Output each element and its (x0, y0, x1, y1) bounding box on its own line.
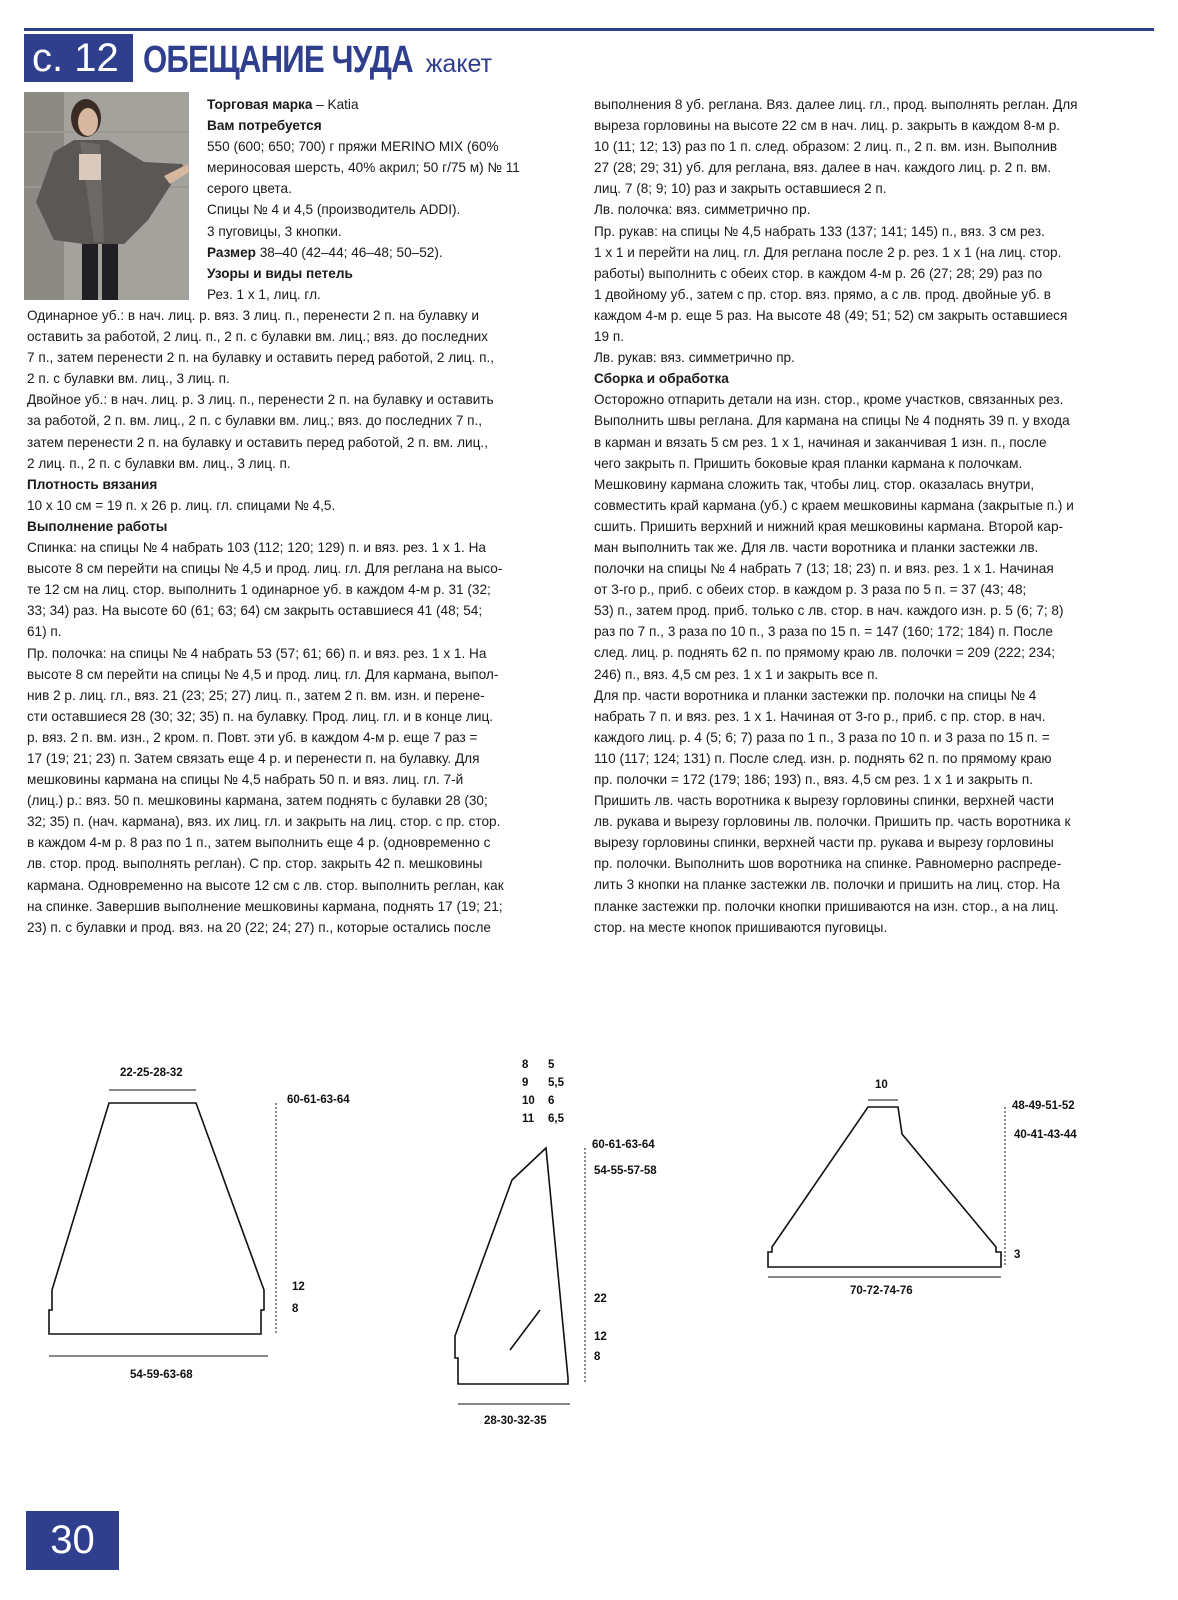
right-column-line: 19 п. (594, 329, 625, 345)
right-column-line: Пришить лв. часть воротника к вырезу горловины спинки, верхней части (594, 793, 1055, 809)
left-column-line: 2 лиц. п., 2 п. с булавки вм. лиц., 3 лиц. п. (27, 455, 291, 471)
materials-info (207, 94, 520, 305)
left-column-line: лв. стор. прод. выполнять реглан). С пр. стор. закрыть 42 п. мешковины (27, 856, 483, 872)
right-column-line: 246) п., вяз. 4,5 см рез. 1 х 1 и закрыть все п. (594, 666, 879, 682)
sleeve-height: 48-49-51-52 (1012, 1100, 1075, 1112)
left-column-line: 10 х 10 см = 19 п. х 26 р. лиц. гл. спицами № 4,5. (27, 497, 336, 513)
sleeve-height-inner: 40-41-43-44 (1014, 1129, 1077, 1141)
brand-value: – Katia (312, 97, 359, 112)
left-column-heading: Плотность вязания (27, 476, 158, 492)
needs-line: 550 (600; 650; 700) г пряжи MERINO MIX (60% (207, 139, 499, 155)
right-column-line: пр. полочки = 172 (179; 186; 193) п., вяз. 4,5 см рез. 1 х 1 и закрыть п. (594, 772, 1034, 787)
right-column-line: 110 (117; 124; 131) п. После след. изн. р. поднять 62 п. по прямому краю (594, 750, 1052, 766)
left-column-line: высоте 8 см перейти на спицы № 4,5 и прод. лиц. гл. Для кармана, выпол- (27, 666, 499, 682)
right-column-line: Мешковину кармана сложить так, чтобы лиц. стор. оказалась внутри, (594, 476, 1035, 492)
needs-line: серого цвета. (207, 181, 292, 197)
left-column-line: Спинка: на спицы № 4 набрать 103 (112; 120; 129) п. и вяз. рез. 1 х 1. На (27, 540, 486, 556)
front-height-armhole: 54-55-57-58 (594, 1165, 657, 1177)
left-text-column (27, 305, 504, 938)
right-column-line: лиц. 7 (8; 9; 10) раз и закрыть оставшиеся 2 п. (594, 181, 887, 197)
right-column-line: от 3-го р., приб. с обеих стор. в каждом р. 3 раза по 5 п. = 37 (43; 48; (594, 582, 1027, 598)
right-column-line: Лв. полочка: вяз. симметрично пр. (594, 202, 811, 218)
left-column-line: Двойное уб.: в нач. лиц. р. 3 лиц. п., перенести 2 п. на булавку и оставить (27, 392, 494, 408)
right-column-line: каждом 4-м р. еще 5 раз. На высоте 48 (49; 51; 52) см закрыть оставшиеся (594, 307, 1068, 323)
right-column-line: лить 3 кнопки на планке застежки лв. полочки и пришить на лиц. стор. На (594, 877, 1060, 893)
left-column-line: 33; 34) раз. На высоте 60 (61; 63; 64) см закрыть оставшиеся 41 (48; 54; (27, 603, 483, 619)
back-side-lower: 8 (292, 1303, 299, 1315)
page-number: 30 (26, 1511, 119, 1570)
page-tag: с. 12 (24, 34, 133, 82)
right-column-line: Выполнить швы реглана. Для кармана на спицы № 4 поднять 39 п. у входа (594, 413, 1070, 429)
right-column-line: выреза горловины на высоте 22 см в нач. лиц. р. закрыть в каждом 8-м р. (594, 118, 1061, 134)
right-column-line: в карман и вязать 5 см рез. 1 х 1, начиная и заканчивая 1 изн. п., после (594, 434, 1047, 450)
front-height: 60-61-63-64 (592, 1139, 655, 1151)
front-bottom-width: 28-30-32-35 (484, 1415, 547, 1427)
left-column-line: сти оставшиеся 28 (30; 32; 35) п. на булавку. Прод. лиц. гл. и в конце лиц. (27, 708, 494, 724)
front-schematic (440, 1050, 680, 1430)
right-column-line: сшить. Пришить верхний и нижний края мешковины кармана. Второй кар- (594, 518, 1064, 534)
front-neck-b: 5 (548, 1059, 555, 1071)
left-column-line: (лиц.) р.: вяз. 50 п. мешковины кармана, затем поднять с булавки 28 (30; (27, 793, 488, 809)
model-photo (24, 92, 189, 300)
size-value: 38–40 (42–44; 46–48; 50–52). (255, 244, 443, 260)
page-header (24, 34, 492, 82)
front-neck-h: 6,5 (548, 1113, 564, 1125)
right-column-line: планке застежки пр. полочки кнопки пришиваются на изн. стор., а на лиц. (594, 898, 1059, 914)
left-column-line: на спинке. Завершив выполнение мешковины кармана, поднять 17 (19; 21; (27, 898, 503, 914)
needs-line: Спицы № 4 и 4,5 (производитель ADDI). (207, 202, 461, 218)
right-column-line: лв. рукава и вырезу горловины лв. полочки. Пришить пр. часть воротника к (594, 814, 1071, 830)
left-column-line: 2 п. с булавки вм. лиц., 3 лиц. п. (27, 371, 230, 387)
right-column-line: стор. на месте кнопок пришиваются пуговицы. (594, 919, 888, 935)
right-column-line: полочки на спицы № 4 набрать 7 (13; 18; 23) п. и вяз. рез. 1 х 1. Начиная (594, 561, 1054, 577)
right-column-line: раз по 7 п., 3 раза по 10 п., 3 раза по 15 п. = 147 (160; 172; 184) п. После (594, 624, 1053, 640)
back-height: 60-61-63-64 (287, 1094, 350, 1106)
right-column-line: 1 двойному уб., затем с пр. стор. вяз. прямо, а с лв. прод. двойные уб. в (594, 286, 1051, 302)
right-column-line: чего закрыть п. Пришить боковые края планки кармана к полочкам. (594, 455, 1023, 471)
back-side-upper: 12 (292, 1281, 305, 1293)
right-column-line: набрать 7 п. и вяз. рез. 1 х 1. Начиная от 3-го р., приб. с пр. стор. в нач. (594, 708, 1046, 724)
left-column-line: за работой, 2 п. вм. лиц., 2 п. с булавки вм. лиц.; вяз. до последних 7 п., (27, 413, 483, 429)
right-column-line: Лв. рукав: вяз. симметрично пр. (594, 350, 795, 366)
left-column-line: Пр. полочка: на спицы № 4 набрать 53 (57; 61; 66) п. и вяз. рез. 1 х 1. На (27, 645, 487, 661)
patterns-value: Рез. 1 х 1, лиц. гл. (207, 286, 321, 302)
needs-label: Вам потребуется (207, 118, 322, 134)
front-side-c: 8 (594, 1351, 601, 1363)
front-neck-g: 11 (522, 1113, 535, 1125)
right-column-line: 10 (11; 12; 13) раз по 1 п. след. образом: 2 лиц. п., 2 п. вм. изн. Выполнив (594, 139, 1058, 155)
right-column-line: выполнения 8 уб. реглана. Вяз. далее лиц. гл., прод. выполнять реглан. Для (594, 97, 1078, 112)
right-text-column (594, 94, 1078, 938)
front-neck-f: 6 (548, 1095, 555, 1107)
needs-line: мериносовая шерсть, 40% акрил; 50 г/75 м) № 11 (207, 160, 520, 176)
patterns-label: Узоры и виды петель (207, 265, 353, 281)
right-column-line: вырезу горловины спинки, верхней части пр. рукава и вырезу горловины (594, 835, 1054, 851)
right-column-line: 1 х 1 и перейти на лиц. гл. Для реглана после 2 р. рез. 1 х 1 (на лиц. стор. (594, 244, 1062, 260)
left-column-line: затем перенести 2 п. на булавку и оставить перед работой, 2 п. вм. лиц., (27, 434, 488, 450)
left-column-line: 32; 35) п. (нач. кармана), вяз. их лиц. гл. и закрыть на лиц. стор. с пр. стор. (27, 814, 501, 830)
front-side-a: 22 (594, 1293, 607, 1305)
back-schematic (40, 1058, 360, 1388)
front-neck-a: 8 (522, 1059, 529, 1071)
sleeve-bottom-width: 70-72-74-76 (850, 1285, 913, 1297)
right-column-line: 53) п., затем прод. приб. только с лв. стор. в нач. каждого изн. р. 5 (6; 7; 8) (594, 603, 1064, 619)
sleeve-schematic (760, 1072, 1090, 1312)
page-title: ОБЕЩАНИЕ ЧУДА (142, 39, 413, 81)
right-column-line: совместить край кармана (уб.) с краем мешковины кармана (закрытые п.) и (594, 497, 1074, 513)
right-column-line: Для пр. части воротника и планки застежки пр. полочки на спицы № 4 (594, 687, 1037, 703)
left-column-line: 7 п., затем перенести 2 п. на булавку и оставить перед работой, 2 лиц. п., (27, 350, 495, 366)
front-neck-c: 9 (522, 1077, 529, 1089)
right-column-line: пр. полочки. Выполнить шов воротника на спинке. Равномерно распреде- (594, 856, 1062, 872)
back-top-width: 22-25-28-32 (120, 1067, 183, 1079)
left-column-line: 17 (19; 21; 23) п. Затем связать еще 4 р. и перенести п. на булавку. Для (27, 750, 480, 766)
front-neck-e: 10 (522, 1095, 535, 1107)
left-column-line: Одинарное уб.: в нач. лиц. р. вяз. 3 лиц. п., перенести 2 п. на булавку и (27, 308, 479, 323)
right-column-line: 27 (28; 29; 31) уб. для реглана, вяз. далее в нач. каждого лиц. р. 2 п. вм. (594, 160, 1052, 176)
sleeve-cuff: 3 (1014, 1249, 1021, 1261)
right-column-line: Осторожно отпарить детали на изн. стор., кроме участков, связанных рез. (594, 392, 1064, 408)
brand-label: Торговая марка (207, 97, 313, 112)
left-column-line: р. вяз. 2 п. вм. изн., 2 кром. п. Повт. эти уб. в каждом 4-м р. еще 7 раз = (27, 729, 478, 745)
left-column-line: кармана. Одновременно на высоте 12 см с лв. стор. выполнить реглан, как (27, 877, 504, 893)
sleeve-top-width: 10 (875, 1079, 888, 1091)
back-bottom-width: 54-59-63-68 (130, 1369, 193, 1381)
left-column-line: те 12 см на лиц. стор. выполнить 1 одинарное уб. в каждом 4-м р. 31 (32; (27, 582, 491, 598)
right-column-heading: Сборка и обработка (594, 371, 729, 387)
left-column-line: в каждом 4-м р. 8 раз по 1 п., затем выполнить еще 4 р. (одновременно с (27, 835, 491, 851)
size-label: Размер (207, 244, 256, 260)
front-neck-d: 5,5 (548, 1077, 564, 1089)
left-column-line: оставить за работой, 2 лиц. п., 2 п. с булавки вм. лиц.; вяз. до последних (27, 329, 488, 345)
right-column-line: работы) выполнить с обеих стор. в каждом 4-м р. 26 (27; 28; 29) раз по (594, 265, 1043, 281)
left-column-line: высоте 8 см перейти на спицы № 4,5 и прод. лиц. гл. Для реглана на высо- (27, 561, 503, 577)
right-column-line: каждого лиц. р. 4 (5; 6; 7) раза по 1 п., 3 раза по 10 п. и 3 раза по 15 п. = (594, 729, 1050, 745)
page-subtitle: жакет (425, 50, 493, 78)
model-figure-illustration (24, 92, 189, 300)
left-column-line: 61) п. (27, 624, 62, 640)
left-column-heading: Выполнение работы (27, 518, 168, 534)
left-column-line: нив 2 р. лиц. гл., вяз. 21 (23; 25; 27) лиц. п., затем 2 п. вм. изн. и перене- (27, 687, 485, 703)
right-column-line: след. лиц. р. поднять 62 п. по прямому краю лв. полочки = 209 (222; 234; (594, 645, 1056, 661)
right-column-line: Пр. рукав: на спицы № 4,5 набрать 133 (137; 141; 145) п., вяз. 3 см рез. (594, 223, 1045, 239)
left-column-line: мешковины кармана на спицы № 4,5 набрать 50 п. и вяз. лиц. гл. 7-й (27, 772, 464, 788)
needs-line: 3 пуговицы, 3 кнопки. (207, 223, 342, 239)
title-block (133, 34, 492, 82)
top-rule (24, 28, 1154, 31)
front-side-b: 12 (594, 1331, 607, 1343)
right-column-line: ман выполнить так же. Для лв. части воротника и планки застежки лв. (594, 539, 1039, 555)
left-column-line: 23) п. с булавки и прод. вяз. на 20 (22; 24; 27) п., которые остались после (27, 919, 491, 935)
